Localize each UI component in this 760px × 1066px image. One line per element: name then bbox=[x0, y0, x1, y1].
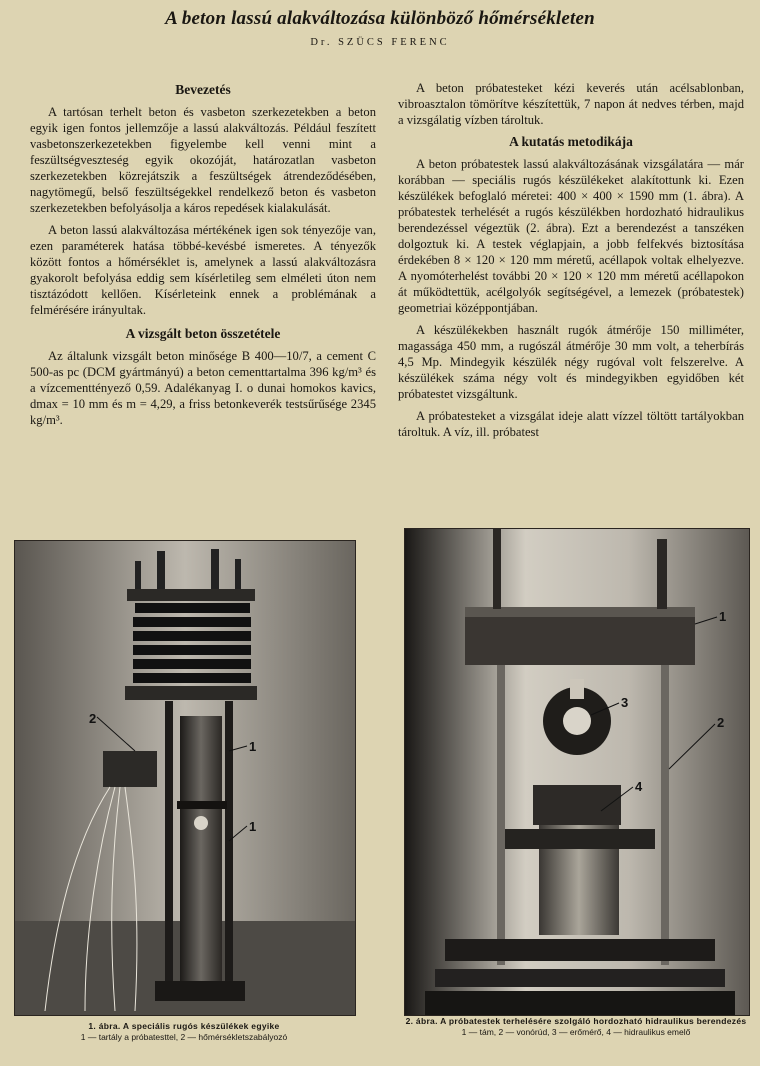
figure-1-callout-1b: 1 bbox=[249, 819, 257, 834]
figure-2-caption-legend: 1 — tám, 2 — vonórúd, 3 — erőmérő, 4 — hidraulikus emelő bbox=[461, 1027, 691, 1037]
article-title: A beton lassú alakváltozása különböző hőmérsékleten bbox=[165, 8, 595, 29]
figure-1-callout-2: 2 bbox=[89, 711, 97, 726]
figure-2-callout-2: 2 bbox=[717, 715, 725, 730]
figure-2-illustration bbox=[405, 529, 749, 1015]
figure-2-callout-1: 1 bbox=[719, 609, 727, 624]
figure-1-caption bbox=[14, 1021, 354, 1043]
figure-2-callout-4: 4 bbox=[635, 779, 643, 794]
figure-1-caption-legend: 1 — tartály a próbatesttel, 2 — hőmérsékletszabályozó bbox=[80, 1032, 288, 1042]
figure-2-photo bbox=[404, 528, 750, 1016]
figure-2-callout-3: 3 bbox=[621, 695, 629, 710]
paragraph: A beton próbatesteket kézi keverés után acélsablonban, vibroasztalon tömörítve készítettük, 7 napon át nedves térben, majd a vizsgálatig vízben tároltuk. bbox=[398, 81, 744, 127]
paragraph: A beton lassú alakváltozása mértékének igen sok tényezője van, ezen paraméterek hatása többé-kevésbé ismeretes. A tényezők között fontos a hőmérséklet is, amelynek a lassú alakváltozásra gyakorolt befolyása eddig sem kísérletileg sem elméleti úton nem tisztázódott kellően. Kísérleteink ennek a problémának a felmérésére irányultak. bbox=[30, 223, 376, 317]
figure-1-caption-title: 1. ábra. A speciális rugós készülékek egyike bbox=[88, 1021, 280, 1031]
paragraph: A beton próbatestek lassú alakváltozásának vizsgálatára — már korábban — speciális rugós készülékeket alakítottunk ki. Ezen készülékek befoglaló méretei: 400 × 400 × 1590 mm (1. ábra). A próbatestek terhelését a rugós készülékben hordozható hidraulikus berendezéssel végeztük (2. ábra). Ezt a berendezést a tanszéken dolgoztuk ki. A testek véglapjain, a jobb felfekvés biztosítása érdekében 8 × 120 × 120 mm méretű, acéllapok voltak elhelyezve. A nyomóterhelést további 20 × 120 × 120 mm méretű acéllapokon át működtettük, acélgolyók segítségével, a lemezek (próbatestek) geometriai középpontjában. bbox=[398, 157, 744, 315]
figure-1-photo bbox=[14, 540, 356, 1016]
figure-2-caption-title: 2. ábra. A próbatestek terhelésére szolgáló hordozható hidraulikus berendezés bbox=[405, 1016, 747, 1026]
figure-2-caption bbox=[404, 1016, 748, 1038]
right-column bbox=[398, 80, 744, 446]
section-heading-introduction: Bevezetés bbox=[175, 82, 231, 97]
paragraph: A készülékekben használt rugók átmérője 150 milliméter, magassága 450 mm, a rugószál átmérője 30 mm volt, a teherbírás 4,5 Mp. Mindegyik készülék négy rugóval volt felszerelve. A készülékek száma négy volt és mindegyikben egyidőben két próbatestet vizsgáltunk. bbox=[398, 323, 744, 401]
figure-1-callout-1: 1 bbox=[249, 739, 257, 754]
paragraph: A tartósan terhelt beton és vasbeton szerkezetekben a beton egyik igen fontos jellemzője a lassú alakváltozás. Például feszített vasbetonszerkezetekben figyelembe kell venni mint a feszültségveszteség egyik okozóját, határozatlan vasbeton szerkezetekben közrejátszik a feszültségek átrendeződésében, nagytömegű, belső feszültségekkel rendelkező beton és vasbeton szerkezetekben befolyásolja a káros repedések kialakulását. bbox=[30, 105, 376, 215]
author-line: Dr. SZÜCS FERENC bbox=[310, 37, 450, 48]
paragraph: A próbatesteket a vizsgálat ideje alatt vízzel töltött tartályokban tároltuk. A víz, ill. próbatest bbox=[398, 409, 744, 439]
section-heading-composition: A vizsgált beton összetétele bbox=[125, 326, 281, 341]
left-column bbox=[30, 82, 376, 434]
paragraph: Az általunk vizsgált beton minősége B 400—10/7, a cement C 500-as pc (DCM gyártmányú) a beton cementtartalma 396 kg/m³ és a vízcementtényező 0,59. Adalékanyag I. o dunai homokos kavics, dmax = 10 mm és m = 4,29, a friss betonkeverék testsűrűsége 2345 kg/m³. bbox=[30, 349, 376, 427]
section-heading-methodology: A kutatás metodikája bbox=[509, 134, 633, 149]
figure-1-illustration bbox=[15, 541, 355, 1015]
